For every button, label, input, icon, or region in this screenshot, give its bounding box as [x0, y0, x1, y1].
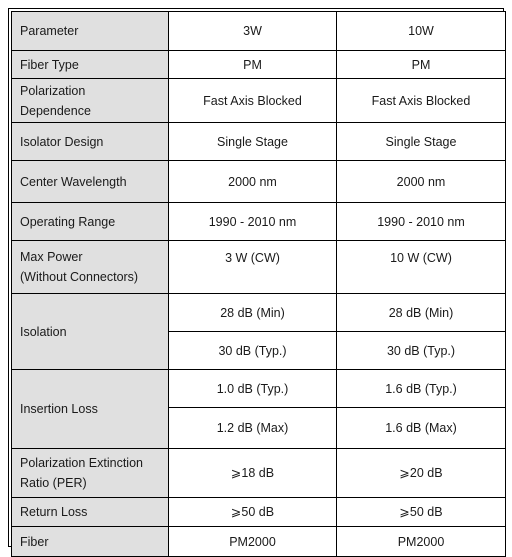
row-label-polarization-dependence [12, 79, 169, 123]
cell-fiber-10w: PM2000 [337, 527, 506, 557]
cell-insertion-loss-max-10w: 1.6 dB (Max) [337, 408, 506, 449]
cell-fiber-3w: PM2000 [169, 527, 337, 557]
label-line-1: Polarization [20, 83, 86, 98]
cell-operating-range-10w: 1990 - 2010 nm [337, 203, 506, 241]
table-header-row [12, 12, 506, 51]
table-row-fiber [12, 527, 506, 557]
table-row-isolation-min [12, 294, 506, 332]
cell-isolator-design-3w: Single Stage [169, 123, 337, 161]
table-row-per [12, 449, 506, 498]
cell-insertion-loss-max-3w: 1.2 dB (Max) [169, 408, 337, 449]
header-10w: 10W [337, 12, 506, 51]
table-row-polarization-dependence [12, 79, 506, 123]
cell-isolation-min-3w: 28 dB (Min) [169, 294, 337, 332]
cell-insertion-loss-typ-3w: 1.0 dB (Typ.) [169, 370, 337, 408]
row-label-isolation: Isolation [12, 294, 169, 370]
cell-fiber-type-10w: PM [337, 51, 506, 79]
cell-per-10w: ⩾20 dB [337, 449, 506, 498]
table-row-operating-range [12, 203, 506, 241]
cell-isolation-typ-3w: 30 dB (Typ.) [169, 332, 337, 370]
cell-insertion-loss-typ-10w: 1.6 dB (Typ.) [337, 370, 506, 408]
row-label-max-power [12, 241, 169, 294]
cell-operating-range-3w: 1990 - 2010 nm [169, 203, 337, 241]
cell-fiber-type-3w: PM [169, 51, 337, 79]
label-line-2: (Without Connectors) [20, 270, 139, 284]
table-row-fiber-type [12, 51, 506, 79]
label-line-2: Dependence [20, 103, 91, 118]
header-parameter: Parameter [12, 12, 169, 51]
cell-return-loss-3w: ⩾50 dB [169, 498, 337, 527]
row-label-operating-range: Operating Range [12, 203, 169, 241]
cell-polarization-10w: Fast Axis Blocked [337, 79, 506, 123]
cell-polarization-3w: Fast Axis Blocked [169, 79, 337, 123]
cell-center-wavelength-10w: 2000 nm [337, 161, 506, 203]
row-label-per [12, 449, 169, 498]
header-3w: 3W [169, 12, 337, 51]
row-label-isolator-design: Isolator Design [12, 123, 169, 161]
table-row-max-power [12, 241, 506, 294]
cell-max-power-3w: 3 W (CW) [169, 241, 337, 294]
label-line-2: Ratio (PER) [20, 476, 87, 490]
row-label-return-loss: Return Loss [12, 498, 169, 527]
row-label-insertion-loss: Insertion Loss [12, 370, 169, 449]
label-line-1: Polarization Extinction [20, 456, 143, 470]
cell-isolation-typ-10w: 30 dB (Typ.) [337, 332, 506, 370]
row-label-center-wavelength: Center Wavelength [12, 161, 169, 203]
cell-isolation-min-10w: 28 dB (Min) [337, 294, 506, 332]
row-label-fiber: Fiber [12, 527, 169, 557]
table-row-insertion-loss-typ [12, 370, 506, 408]
specifications-table [11, 11, 506, 557]
table-row-isolator-design [12, 123, 506, 161]
cell-return-loss-10w: ⩾50 dB [337, 498, 506, 527]
label-line-1: Max Power [20, 250, 83, 264]
table-row-return-loss [12, 498, 506, 527]
cell-max-power-10w: 10 W (CW) [337, 241, 506, 294]
cell-isolator-design-10w: Single Stage [337, 123, 506, 161]
row-label-fiber-type: Fiber Type [12, 51, 169, 79]
cell-center-wavelength-3w: 2000 nm [169, 161, 337, 203]
table-row-center-wavelength [12, 161, 506, 203]
cell-per-3w: ⩾18 dB [169, 449, 337, 498]
